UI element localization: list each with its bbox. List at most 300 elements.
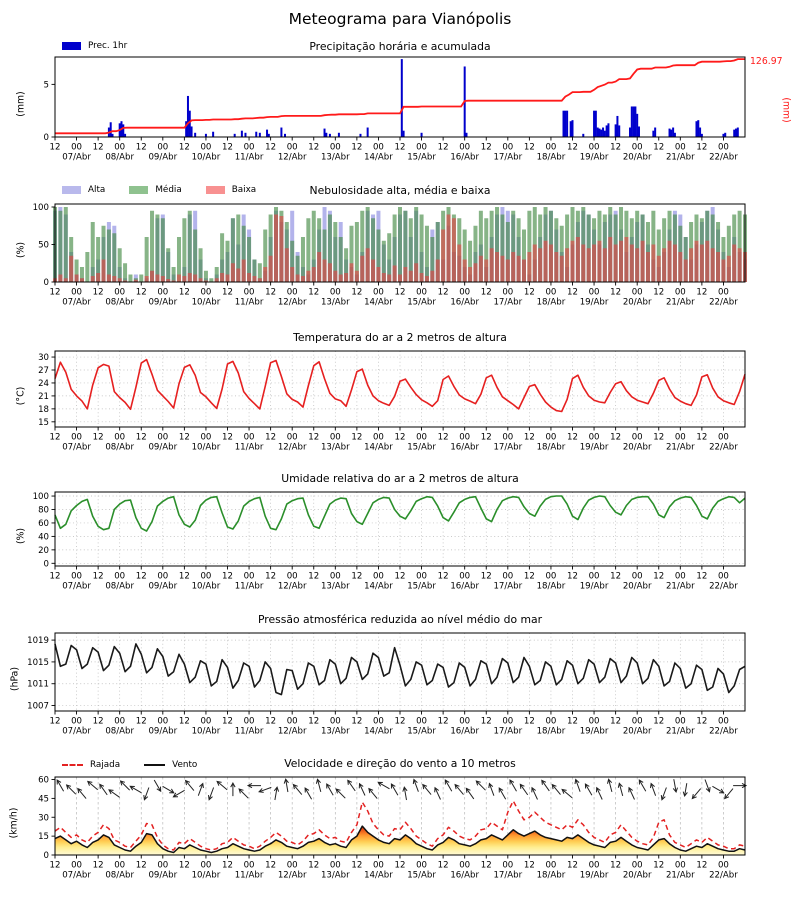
svg-text:09/Abr: 09/Abr [148, 152, 178, 163]
svg-text:12: 12 [696, 432, 708, 443]
svg-text:00: 00 [157, 432, 169, 443]
svg-text:17/Abr: 17/Abr [493, 297, 523, 308]
svg-text:13/Abr: 13/Abr [320, 297, 350, 308]
svg-text:00: 00 [71, 432, 83, 443]
svg-text:1011: 1011 [27, 679, 49, 690]
svg-text:00: 00 [114, 571, 126, 582]
svg-text:12: 12 [135, 142, 147, 153]
svg-text:24: 24 [38, 378, 49, 389]
svg-text:00: 00 [545, 287, 557, 298]
svg-text:12: 12 [351, 716, 363, 727]
svg-text:00: 00 [329, 571, 341, 582]
svg-text:1019: 1019 [27, 636, 49, 647]
svg-text:00: 00 [200, 432, 212, 443]
svg-text:00: 00 [286, 860, 298, 871]
svg-text:21/Abr: 21/Abr [665, 442, 695, 453]
svg-text:00: 00 [674, 860, 686, 871]
svg-text:07/Abr: 07/Abr [62, 442, 91, 453]
svg-text:00: 00 [157, 287, 169, 298]
svg-text:00: 00 [329, 142, 341, 153]
svg-text:12: 12 [222, 142, 233, 153]
svg-text:12: 12 [92, 716, 104, 727]
svg-text:00: 00 [459, 287, 471, 298]
svg-text:12: 12 [49, 860, 61, 871]
svg-text:16/Abr: 16/Abr [450, 152, 480, 163]
svg-text:09/Abr: 09/Abr [148, 581, 178, 592]
svg-text:12: 12 [308, 716, 320, 727]
wind-legend-label: Vento [172, 760, 198, 770]
svg-text:12: 12 [351, 287, 363, 298]
svg-text:12: 12 [92, 571, 104, 582]
svg-text:00: 00 [588, 571, 600, 582]
svg-text:12: 12 [437, 142, 449, 153]
svg-text:40: 40 [38, 532, 49, 543]
svg-text:12: 12 [523, 432, 535, 443]
svg-text:14/Abr: 14/Abr [364, 442, 393, 453]
svg-text:17/Abr: 17/Abr [493, 442, 523, 453]
svg-text:16/Abr: 16/Abr [450, 870, 480, 881]
svg-text:07/Abr: 07/Abr [62, 297, 91, 308]
svg-text:5: 5 [43, 80, 49, 91]
svg-text:00: 00 [286, 142, 298, 153]
svg-text:00: 00 [114, 716, 126, 727]
svg-text:00: 00 [157, 860, 169, 871]
svg-text:00: 00 [372, 432, 384, 443]
svg-text:12: 12 [653, 716, 665, 727]
svg-text:19/Abr: 19/Abr [579, 297, 609, 308]
chart-title-humidity: Umidade relativa do ar a 2 metros de altura [281, 472, 519, 485]
svg-text:00: 00 [545, 716, 557, 727]
svg-text:0: 0 [43, 133, 49, 143]
cloud-legend-item-media [129, 185, 181, 195]
svg-text:12: 12 [610, 571, 622, 582]
svg-text:00: 00 [502, 716, 514, 727]
svg-text:15/Abr: 15/Abr [407, 152, 436, 163]
chart-title-wind: Velocidade e direção do vento a 10 metros [284, 757, 516, 770]
svg-text:00: 00 [416, 432, 428, 443]
svg-text:21/Abr: 21/Abr [665, 152, 695, 163]
svg-text:00: 00 [329, 432, 341, 443]
svg-text:00: 00 [114, 142, 126, 153]
svg-text:00: 00 [372, 287, 384, 298]
svg-text:00: 00 [286, 716, 298, 727]
svg-text:12: 12 [49, 571, 61, 582]
svg-text:00: 00 [631, 571, 643, 582]
svg-text:21/Abr: 21/Abr [665, 726, 695, 737]
svg-text:15/Abr: 15/Abr [407, 442, 436, 453]
svg-text:12: 12 [696, 142, 708, 153]
svg-text:30: 30 [38, 813, 49, 824]
svg-text:13/Abr: 13/Abr [320, 581, 350, 592]
svg-text:00: 00 [200, 716, 212, 727]
svg-text:12: 12 [135, 571, 147, 582]
svg-text:00: 00 [588, 432, 600, 443]
svg-text:22/Abr: 22/Abr [709, 152, 738, 163]
chart-title-temperature: Temperatura do ar a 2 metros de altura [293, 331, 507, 344]
accum-total-label: 126.97 [750, 56, 783, 67]
svg-text:12/Abr: 12/Abr [277, 870, 307, 881]
wind-legend [62, 760, 197, 770]
svg-text:27: 27 [38, 366, 49, 376]
svg-text:08/Abr: 08/Abr [105, 297, 135, 308]
svg-text:12: 12 [437, 860, 449, 871]
svg-text:08/Abr: 08/Abr [105, 442, 135, 453]
svg-text:00: 00 [717, 142, 729, 153]
svg-text:12: 12 [92, 432, 104, 443]
svg-text:12/Abr: 12/Abr [277, 726, 307, 737]
svg-text:16/Abr: 16/Abr [450, 726, 480, 737]
svg-text:18/Abr: 18/Abr [536, 870, 566, 881]
svg-text:1015: 1015 [27, 657, 49, 668]
svg-text:00: 00 [416, 571, 428, 582]
svg-text:12: 12 [135, 432, 147, 443]
svg-text:19/Abr: 19/Abr [579, 870, 609, 881]
svg-text:00: 00 [459, 571, 471, 582]
svg-text:00: 00 [416, 287, 428, 298]
svg-text:14/Abr: 14/Abr [364, 726, 393, 737]
svg-text:00: 00 [674, 716, 686, 727]
svg-text:00: 00 [372, 716, 384, 727]
svg-text:10/Abr: 10/Abr [191, 870, 221, 881]
svg-text:12: 12 [610, 860, 622, 871]
svg-text:15: 15 [38, 832, 49, 843]
svg-text:17/Abr: 17/Abr [493, 152, 523, 163]
svg-text:20/Abr: 20/Abr [622, 442, 652, 453]
svg-text:12: 12 [394, 432, 406, 443]
svg-text:00: 00 [717, 432, 729, 443]
svg-text:19/Abr: 19/Abr [579, 152, 609, 163]
svg-text:12: 12 [653, 287, 665, 298]
svg-text:12: 12 [178, 716, 190, 727]
svg-text:00: 00 [502, 287, 514, 298]
svg-text:0: 0 [43, 559, 49, 570]
svg-text:12: 12 [653, 571, 665, 582]
svg-text:12: 12 [49, 142, 61, 153]
svg-text:18/Abr: 18/Abr [536, 152, 566, 163]
svg-text:10/Abr: 10/Abr [191, 726, 221, 737]
svg-text:14/Abr: 14/Abr [364, 297, 393, 308]
svg-text:17/Abr: 17/Abr [493, 870, 523, 881]
svg-text:11/Abr: 11/Abr [234, 870, 264, 881]
cloud-legend-item-baixa [206, 185, 256, 195]
svg-text:00: 00 [114, 860, 126, 871]
svg-text:12: 12 [610, 716, 622, 727]
wind-line-swatch [144, 764, 165, 766]
svg-text:12: 12 [523, 860, 535, 871]
svg-text:12: 12 [394, 716, 406, 727]
svg-text:21/Abr: 21/Abr [665, 870, 695, 881]
svg-text:00: 00 [71, 571, 83, 582]
svg-text:12: 12 [92, 142, 104, 153]
svg-text:18/Abr: 18/Abr [536, 726, 566, 737]
svg-text:100: 100 [32, 492, 49, 503]
gust-line-swatch [62, 764, 83, 766]
svg-text:00: 00 [157, 716, 169, 727]
svg-text:00: 00 [243, 716, 255, 727]
svg-text:00: 00 [416, 716, 428, 727]
svg-text:22/Abr: 22/Abr [709, 870, 738, 881]
svg-text:12: 12 [523, 287, 535, 298]
svg-text:00: 00 [631, 287, 643, 298]
svg-text:12: 12 [135, 287, 147, 298]
svg-text:12: 12 [523, 716, 535, 727]
svg-text:12: 12 [222, 571, 233, 582]
svg-text:15/Abr: 15/Abr [407, 870, 436, 881]
svg-text:00: 00 [243, 432, 255, 443]
svg-text:00: 00 [717, 571, 729, 582]
svg-text:12: 12 [308, 571, 320, 582]
svg-text:12: 12 [610, 287, 622, 298]
svg-text:0: 0 [43, 851, 49, 861]
chart-title-precipitation: Precipitação horária e acumulada [309, 40, 491, 53]
svg-text:12: 12 [178, 860, 190, 871]
svg-text:00: 00 [329, 716, 341, 727]
svg-text:16/Abr: 16/Abr [450, 581, 480, 592]
svg-text:30: 30 [38, 353, 49, 364]
svg-text:12: 12 [394, 142, 406, 153]
svg-text:12: 12 [394, 860, 406, 871]
svg-text:11/Abr: 11/Abr [234, 581, 264, 592]
svg-text:10/Abr: 10/Abr [191, 442, 221, 453]
meteogram-page: Meteograma para Vianópolis 12 00 07/Abr 12 00 08/Abr 12 00 09/Abr 12 00 10/Abr 12 00 11/Abr 12 00 12/Abr 12 00 13/Abr 12 00 14/Abr 12 00 15/Abr 12 00 16/Abr 12 00 17/Abr 12 00 18/Abr 12 00 19/Abr 12 00 20/Abr 12 00 21/Abr 12 00 22/Abr 0 5 12 00 07/Abr 12 00 08/Abr 12 00 09/Abr 12 00 10/Abr 12 00 11/Abr 12 00 12/Abr 12 00 13/Abr 12 00 14/Abr 12 00 15/Abr 12 00 16/Abr 12 00 17/Abr 12 00 18/Abr 12 00 19/Abr 12 00 20/Abr 12 00 21/Abr 12 00 22/Abr 0 50 100 12 00 07/Abr 12 00 08/Abr 12 00 09/Abr 12 00 10/Abr 12 00 11/Abr 12 00 12/Abr 12 00 13/Abr 12 00 14/Abr 12 00 15/Abr 12 00 16/Abr 12 00 17/Abr 12 00 18/Abr 12 00 19/Abr 12 00 20/Abr 12 00 21/Abr 12 00 22/Abr 15 18 21 24 27 30 12 00 07/Abr 12 00 08/Abr 12 00 09/Abr 12 00 10/Abr 12 00 11/Abr 12 00 12/Abr 12 00 13/Abr 12 00 14/Abr 12 00 15/Abr 12 00 16/Abr 12 00 17/Abr 12 00 18/Abr 12 00 19/Abr 12 00 20/Abr 12 00 21/Abr 12 00 22/Abr 0 20 40 60 80 100 12 00 07/Abr 12 00 08/Abr 12 00 09/Abr 12 00 10/Abr 12 00 11/Abr 12 00 12/Abr 12 00 13/Abr 12 00 14/Abr 12 00 15/Abr 12 00 16/Abr 12 00 17/Abr 12 00 18/Abr 12 00 19/Abr 12 00 20/Abr 12 00 21/Abr 12 00 22/Abr 1007 1011 1015 1019 12 00 07/Abr 12 00 08/Abr 12 00 09/Abr 12 00 10/Abr 12 00 11/Abr 12 00 12/Abr 12 00 13/Abr 12 00 14/Abr 12 00 15/Abr 12 00 16/Abr 12 00 17/Abr 12 00 18/Abr 12 00 19/Abr 12 00 20/Abr 12 00 21/Abr 12 00 22/Abr 0 15 30 45 60 Precipitação horária e acumulada Nebulosidade alta, média e baixa Temperatura do ar a 2 metros de altura Umidade relativa do ar a 2 metros de altura Pressão atmosférica reduzida ao nível médio do mar Velocidade e direção do vento a 10 metros Prec. 1hr Alta Média Baixa Rajada Vento (mm) (%) (°C) (%) (hPa) (km/h) 126.97 (mm) [0, 0, 800, 900]
svg-text:00: 00 [243, 287, 255, 298]
svg-text:12: 12 [437, 716, 449, 727]
precip-legend [62, 41, 127, 51]
svg-text:00: 00 [674, 287, 686, 298]
svg-text:12: 12 [308, 432, 320, 443]
svg-text:00: 00 [416, 860, 428, 871]
svg-text:12: 12 [480, 142, 492, 153]
svg-text:12: 12 [696, 287, 708, 298]
svg-text:12: 12 [265, 571, 277, 582]
svg-text:12: 12 [265, 287, 277, 298]
svg-text:12: 12 [351, 432, 363, 443]
svg-text:12: 12 [437, 432, 449, 443]
svg-text:18: 18 [38, 404, 49, 415]
svg-text:12: 12 [696, 716, 708, 727]
svg-text:12: 12 [308, 287, 320, 298]
wind-legend-item-rajada [62, 760, 120, 770]
svg-text:45: 45 [38, 794, 49, 805]
svg-text:21/Abr: 21/Abr [665, 581, 695, 592]
svg-text:22/Abr: 22/Abr [709, 581, 738, 592]
svg-text:100: 100 [32, 203, 49, 213]
svg-text:00: 00 [674, 142, 686, 153]
svg-text:00: 00 [372, 142, 384, 153]
svg-text:17/Abr: 17/Abr [493, 726, 523, 737]
svg-text:12: 12 [178, 287, 190, 298]
svg-text:18/Abr: 18/Abr [536, 442, 566, 453]
svg-text:21: 21 [38, 391, 49, 402]
svg-text:08/Abr: 08/Abr [105, 152, 135, 163]
svg-text:12: 12 [265, 142, 277, 153]
cloud-alta-label: Alta [88, 185, 106, 195]
svg-text:00: 00 [545, 571, 557, 582]
svg-text:07/Abr: 07/Abr [62, 726, 91, 737]
svg-text:11/Abr: 11/Abr [234, 297, 264, 308]
svg-text:12: 12 [92, 287, 104, 298]
svg-text:00: 00 [243, 142, 255, 153]
svg-text:19/Abr: 19/Abr [579, 581, 609, 592]
svg-text:12: 12 [49, 716, 61, 727]
svg-text:07/Abr: 07/Abr [62, 870, 91, 881]
svg-text:12: 12 [480, 716, 492, 727]
svg-text:00: 00 [372, 571, 384, 582]
svg-text:12: 12 [178, 432, 190, 443]
svg-text:12: 12 [696, 860, 708, 871]
svg-text:12: 12 [567, 432, 578, 443]
svg-text:12: 12 [480, 860, 492, 871]
cloud-media-label: Média [155, 185, 182, 195]
svg-text:00: 00 [71, 287, 83, 298]
svg-text:00: 00 [459, 142, 471, 153]
cloud-baixa-label: Baixa [231, 185, 257, 195]
svg-text:13/Abr: 13/Abr [320, 726, 350, 737]
svg-text:19/Abr: 19/Abr [579, 726, 609, 737]
svg-text:12: 12 [394, 571, 406, 582]
svg-text:00: 00 [588, 142, 600, 153]
svg-text:00: 00 [631, 432, 643, 443]
svg-text:12: 12 [696, 571, 708, 582]
chart-title-pressure: Pressão atmosférica reduzida ao nível médio do mar [257, 613, 543, 626]
svg-text:00: 00 [502, 860, 514, 871]
svg-text:12: 12 [610, 142, 622, 153]
svg-text:12: 12 [308, 860, 320, 871]
svg-text:00: 00 [329, 287, 341, 298]
svg-text:11/Abr: 11/Abr [234, 442, 264, 453]
svg-text:09/Abr: 09/Abr [148, 726, 178, 737]
svg-text:12: 12 [523, 142, 535, 153]
svg-text:00: 00 [286, 287, 298, 298]
svg-text:12: 12 [523, 571, 535, 582]
svg-text:15: 15 [38, 417, 49, 428]
svg-text:00: 00 [545, 142, 557, 153]
svg-text:14/Abr: 14/Abr [364, 152, 393, 163]
svg-text:00: 00 [200, 571, 212, 582]
svg-text:00: 00 [71, 716, 83, 727]
svg-text:14/Abr: 14/Abr [364, 870, 393, 881]
svg-text:20/Abr: 20/Abr [622, 870, 652, 881]
svg-text:07/Abr: 07/Abr [62, 152, 91, 163]
svg-text:00: 00 [329, 860, 341, 871]
cloud-media-swatch [129, 186, 148, 194]
svg-text:22/Abr: 22/Abr [709, 726, 738, 737]
svg-text:12: 12 [265, 716, 277, 727]
cloud-legend [62, 185, 256, 195]
svg-text:10/Abr: 10/Abr [191, 581, 221, 592]
svg-text:08/Abr: 08/Abr [105, 870, 135, 881]
svg-text:12: 12 [567, 287, 578, 298]
svg-text:12: 12 [567, 142, 578, 153]
svg-text:11/Abr: 11/Abr [234, 152, 264, 163]
svg-text:12: 12 [480, 571, 492, 582]
svg-text:12: 12 [222, 287, 233, 298]
svg-text:20: 20 [38, 545, 49, 556]
page-title: Meteograma para Vianópolis [288, 10, 512, 28]
svg-text:12: 12 [437, 571, 449, 582]
cloud-legend-item-alta [62, 185, 105, 195]
svg-text:20/Abr: 20/Abr [622, 581, 652, 592]
svg-text:12: 12 [653, 860, 665, 871]
svg-text:12: 12 [394, 287, 406, 298]
svg-text:13/Abr: 13/Abr [320, 870, 350, 881]
svg-text:22/Abr: 22/Abr [709, 297, 738, 308]
svg-text:13/Abr: 13/Abr [320, 152, 350, 163]
gust-legend-label: Rajada [90, 760, 121, 770]
svg-text:15/Abr: 15/Abr [407, 726, 436, 737]
svg-text:21/Abr: 21/Abr [665, 297, 695, 308]
svg-text:12: 12 [351, 571, 363, 582]
svg-text:12: 12 [480, 432, 492, 443]
svg-text:12: 12 [265, 432, 277, 443]
svg-text:09/Abr: 09/Abr [148, 442, 178, 453]
svg-text:12/Abr: 12/Abr [277, 442, 307, 453]
svg-text:07/Abr: 07/Abr [62, 581, 91, 592]
svg-text:15/Abr: 15/Abr [407, 581, 436, 592]
svg-text:12: 12 [92, 860, 104, 871]
svg-text:17/Abr: 17/Abr [493, 581, 523, 592]
precip-legend-item [62, 41, 127, 51]
svg-text:12: 12 [308, 142, 320, 153]
svg-text:00: 00 [459, 716, 471, 727]
svg-text:12: 12 [222, 432, 233, 443]
svg-text:00: 00 [502, 432, 514, 443]
svg-text:16/Abr: 16/Abr [450, 297, 480, 308]
svg-text:12: 12 [49, 287, 61, 298]
svg-text:00: 00 [157, 571, 169, 582]
svg-text:00: 00 [286, 571, 298, 582]
svg-text:00: 00 [200, 860, 212, 871]
svg-text:12: 12 [222, 860, 233, 871]
svg-text:00: 00 [200, 287, 212, 298]
svg-text:00: 00 [114, 287, 126, 298]
svg-text:10/Abr: 10/Abr [191, 297, 221, 308]
chart-title-cloudiness: Nebulosidade alta, média e baixa [309, 184, 491, 197]
svg-text:00: 00 [459, 432, 471, 443]
svg-text:20/Abr: 20/Abr [622, 152, 652, 163]
precip-bar-swatch [62, 42, 81, 50]
svg-text:00: 00 [717, 860, 729, 871]
svg-text:12: 12 [178, 142, 190, 153]
wind-legend-item-vento [144, 760, 197, 770]
precip-legend-label: Prec. 1hr [88, 41, 128, 51]
svg-text:00: 00 [286, 432, 298, 443]
svg-text:00: 00 [372, 860, 384, 871]
svg-text:12: 12 [610, 432, 622, 443]
svg-text:00: 00 [674, 432, 686, 443]
svg-text:20/Abr: 20/Abr [622, 297, 652, 308]
svg-text:12: 12 [653, 432, 665, 443]
cloud-baixa-swatch [206, 186, 225, 194]
svg-text:1007: 1007 [27, 701, 49, 712]
svg-text:18/Abr: 18/Abr [536, 297, 566, 308]
svg-text:09/Abr: 09/Abr [148, 297, 178, 308]
svg-text:00: 00 [416, 142, 428, 153]
svg-text:12: 12 [653, 142, 665, 153]
svg-text:80: 80 [38, 505, 49, 516]
svg-text:60: 60 [38, 775, 49, 786]
svg-text:12/Abr: 12/Abr [277, 297, 307, 308]
svg-text:12: 12 [222, 716, 233, 727]
svg-text:12: 12 [567, 716, 578, 727]
svg-text:12: 12 [135, 716, 147, 727]
svg-text:15/Abr: 15/Abr [407, 297, 436, 308]
svg-text:22/Abr: 22/Abr [709, 442, 738, 453]
svg-text:18/Abr: 18/Abr [536, 581, 566, 592]
svg-text:00: 00 [200, 142, 212, 153]
svg-text:11/Abr: 11/Abr [234, 726, 264, 737]
svg-text:16/Abr: 16/Abr [450, 442, 480, 453]
